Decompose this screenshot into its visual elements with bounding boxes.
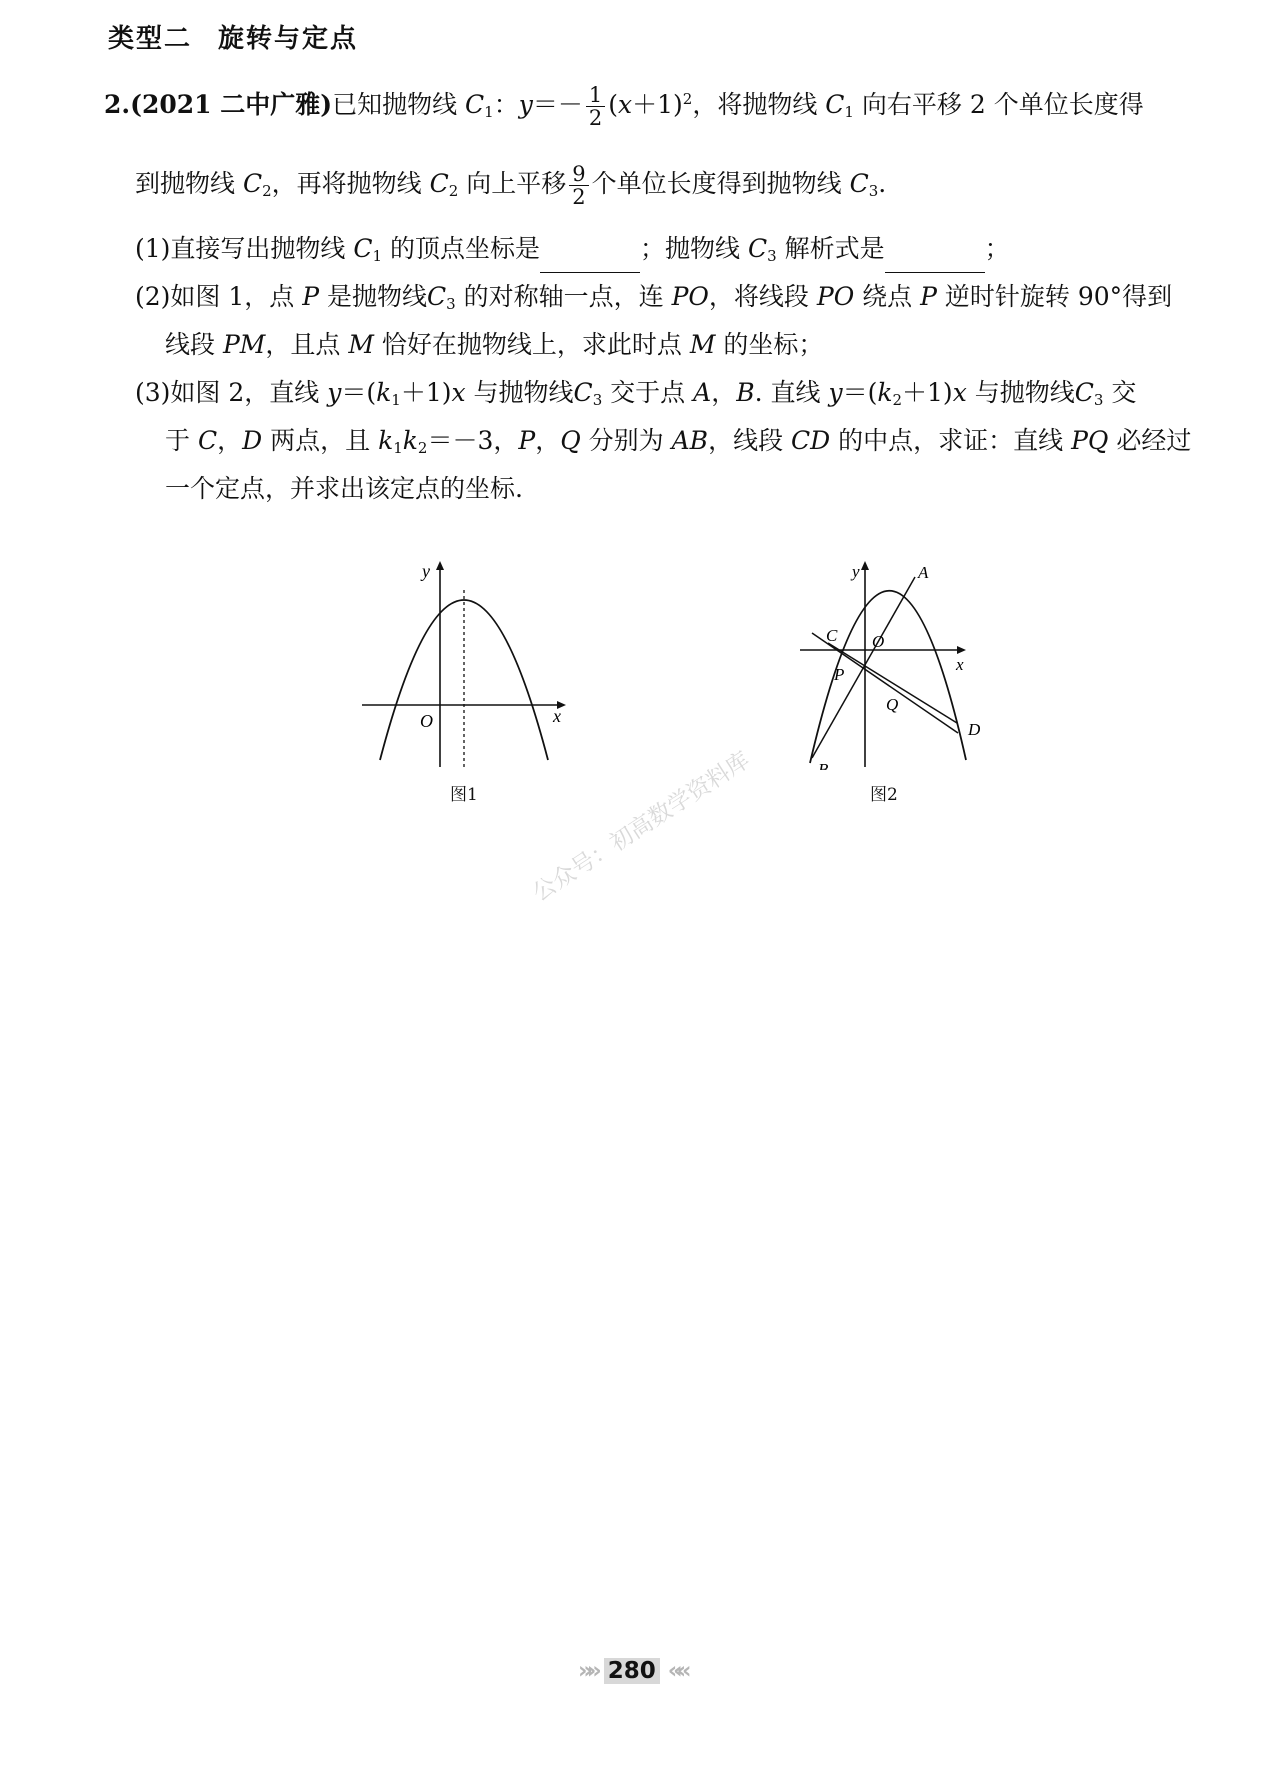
text: 向上平移 — [458, 169, 567, 198]
problem-source: (2021 二中广雅) — [130, 90, 333, 119]
numerator: 9 — [569, 163, 588, 186]
sup: 2 — [682, 90, 693, 108]
part-2-line-1 — [135, 280, 1172, 321]
sub: 1 — [393, 439, 403, 457]
text: 绕点 — [854, 282, 921, 311]
text: 个单位长度得到抛物线 — [591, 169, 850, 198]
point-d-label: D — [968, 720, 981, 739]
text: 的对称轴一点，连 — [455, 282, 672, 311]
text: ；抛物线 — [640, 234, 748, 263]
text: 必经过 — [1108, 426, 1192, 455]
fraction — [569, 163, 588, 208]
text: 是抛物线 — [319, 282, 427, 311]
sub: 3 — [868, 182, 879, 200]
answer-blank-2[interactable] — [885, 246, 985, 273]
x-axis-label: x — [553, 706, 561, 726]
sub: 3 — [1093, 391, 1104, 409]
figure-1-caption: 图1 — [450, 785, 478, 805]
numerator: 1 — [586, 84, 605, 107]
text: 已知抛物线 — [332, 90, 466, 119]
page-number: 280 — [604, 1658, 660, 1684]
y-axis-arrow-icon — [861, 561, 869, 570]
var: P — [920, 282, 937, 311]
sub: 1 — [484, 103, 494, 121]
text: 到抛物线 — [135, 169, 243, 198]
text: 的坐标； — [715, 330, 824, 359]
text: ，将线段 — [708, 282, 817, 311]
part-3-line-2 — [165, 424, 1191, 465]
text: ， — [535, 426, 561, 455]
y-axis-label: y — [422, 561, 430, 581]
var: D — [242, 426, 263, 455]
figure-2-caption: 图2 — [870, 785, 898, 805]
origin-label: O — [872, 632, 885, 651]
var: C — [1074, 378, 1094, 407]
x-axis-label: x — [956, 655, 964, 674]
var: k — [402, 426, 418, 455]
point-p-label: P — [834, 665, 845, 684]
figure-1-graph — [350, 555, 580, 770]
var: C — [747, 234, 768, 263]
answer-blank-1[interactable] — [540, 246, 640, 273]
point-c-label: C — [826, 626, 838, 645]
chevron-left-icon: «« — [667, 1658, 686, 1684]
text: 交于点 — [602, 378, 694, 407]
var: x — [451, 378, 466, 407]
text: ，线段 — [708, 426, 792, 455]
part-2-line-2 — [165, 328, 823, 362]
text: 恰好在抛物线上，求此时点 — [373, 330, 690, 359]
text: ，再将抛物线 — [271, 169, 430, 198]
var: M — [348, 330, 374, 359]
var: k — [378, 426, 394, 455]
var: B — [736, 378, 755, 407]
var: C — [849, 169, 869, 198]
var: CD — [791, 426, 831, 455]
text: 与抛物线 — [465, 378, 574, 407]
text: (1)直接写出抛物线 — [135, 234, 354, 263]
x-axis-arrow-icon — [957, 646, 966, 654]
var: P — [518, 426, 536, 455]
text: ( — [608, 90, 618, 119]
denominator: 2 — [588, 106, 603, 130]
sub: 3 — [446, 295, 456, 313]
figure-2 — [790, 555, 1005, 805]
chevron-right-icon: »» — [578, 1658, 596, 1684]
origin-label: O — [420, 711, 433, 731]
text: ， — [711, 378, 737, 407]
problem-number: 2. — [104, 90, 131, 119]
part-1 — [135, 232, 1010, 273]
var: PQ — [1071, 426, 1109, 455]
text: 两点，且 — [262, 426, 379, 455]
y-axis-arrow-icon — [436, 561, 444, 570]
watermark: 公众号：初高数学资料库 — [528, 747, 755, 907]
var: PO — [671, 282, 709, 311]
text: ＝－ — [532, 90, 583, 119]
sub: 3 — [767, 247, 777, 265]
text: (2)如图 1，点 — [135, 282, 303, 311]
text: 线段 — [165, 330, 223, 359]
text: (3)如图 2，直线 — [135, 378, 328, 407]
sub: 2 — [892, 391, 903, 409]
text: ＋1) — [400, 378, 452, 407]
sub: 1 — [372, 247, 383, 265]
var: x — [952, 378, 967, 407]
sub: 1 — [844, 103, 854, 121]
var: y — [518, 90, 533, 119]
text: . — [878, 169, 887, 198]
text: ，且点 — [265, 330, 349, 359]
var: k — [376, 378, 392, 407]
text: ＝( — [341, 378, 377, 407]
text: ，将抛物线 — [692, 90, 826, 119]
text: 分别为 — [580, 426, 672, 455]
text: ， — [217, 426, 243, 455]
var: P — [302, 282, 320, 311]
problem-line-2 — [135, 163, 886, 208]
var: PM — [222, 330, 266, 359]
text: 于 — [165, 426, 198, 455]
section-label: 类型二 — [108, 24, 193, 54]
var: C — [573, 378, 593, 407]
problem-line-1 — [104, 82, 1144, 129]
text: . 直线 — [754, 378, 829, 407]
text: 与抛物线 — [966, 378, 1075, 407]
page-number-block — [578, 1658, 685, 1684]
var: M — [689, 330, 716, 359]
fraction — [586, 84, 605, 129]
text: ＝－3， — [427, 426, 519, 455]
sub: 2 — [417, 439, 428, 457]
var: C — [825, 90, 845, 119]
text: ＋1) — [632, 90, 683, 119]
var: PO — [816, 282, 855, 311]
var: x — [618, 90, 633, 119]
text: 逆时针旋转 90°得到 — [936, 282, 1173, 311]
text: 交 — [1103, 378, 1137, 407]
section-title: 旋转与定点 — [218, 24, 359, 54]
var: C — [353, 234, 373, 263]
figure-2-graph — [790, 555, 1005, 770]
text: 解析式是 — [776, 234, 885, 263]
text: 的中点，求证：直线 — [830, 426, 1072, 455]
denominator: 2 — [572, 185, 586, 209]
section-heading — [108, 18, 358, 55]
var: C — [242, 169, 263, 198]
var: A — [693, 378, 712, 407]
sub: 1 — [391, 391, 401, 409]
var: y — [327, 378, 342, 407]
var: C — [429, 169, 449, 198]
var: k — [877, 378, 893, 407]
var: C — [427, 282, 447, 311]
sub: 2 — [448, 182, 459, 200]
var: y — [828, 378, 843, 407]
point-a-label: A — [918, 563, 929, 582]
sub: 3 — [592, 391, 603, 409]
var: Q — [560, 426, 581, 455]
figure-1 — [350, 555, 580, 805]
text: ： — [493, 90, 519, 119]
var: C — [197, 426, 218, 455]
part-3-line-1 — [135, 376, 1136, 417]
text: ＝( — [842, 378, 878, 407]
point-q-label: Q — [886, 695, 899, 714]
text: 向右平移 2 个单位长度得 — [853, 90, 1144, 119]
var: C — [465, 90, 485, 119]
text: 的顶点坐标是 — [382, 234, 541, 263]
part-3-line-3: 一个定点，并求出该定点的坐标. — [165, 474, 523, 503]
var: AB — [671, 426, 709, 455]
sub: 2 — [262, 182, 272, 200]
point-b-label: B — [818, 760, 829, 770]
text: ； — [984, 234, 1010, 263]
text: ＋1) — [902, 378, 953, 407]
y-axis-label: y — [852, 562, 860, 581]
